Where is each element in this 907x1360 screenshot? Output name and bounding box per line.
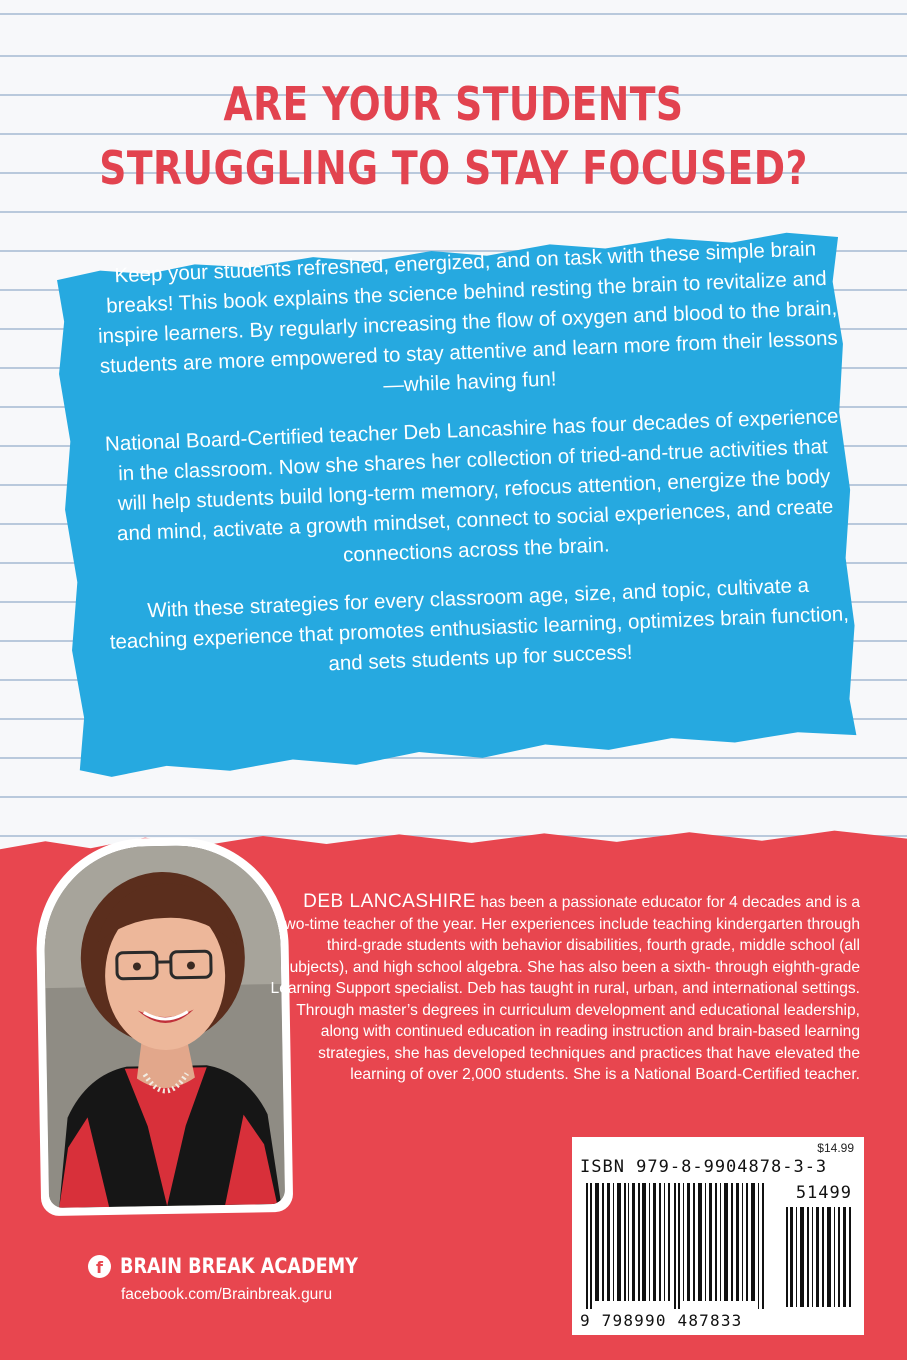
facebook-icon: f xyxy=(88,1255,111,1278)
blurb-text xyxy=(95,234,851,706)
author-name: DEB LANCASHIRE xyxy=(303,891,476,912)
author-portrait-illustration xyxy=(43,844,285,1208)
author-bio-text: has been a passionate educator for 4 decades and is a two-time teacher of the year. Her experiences include teaching kindergarten through third-grade students with behavior disabilities, fourth grade, middle school (all subjects), and high school algebra. She has also been a sixth- through eighth-grade Learning Support specialist. Deb has taught in rural, urban, and international settings. Through master’s degrees in curriculum development and educational leadership, along with continued education in reading instruction and brain-based learning strategies, she has developed techniques and practices that have elevated the learning of over 2,000 students. She is a National Board-Certified teacher. xyxy=(270,894,860,1083)
price-code-label: 51499 xyxy=(795,1183,852,1203)
headline-line-2: STRUGGLING TO STAY FOCUSED? xyxy=(99,141,808,195)
headline-line-1: ARE YOUR STUDENTS xyxy=(223,77,684,131)
blurb-paragraph-1: Keep your students refreshed, energized, and on task with these simple brain breaks! This book explains the science behind resting the brain to revitalize and inspire learners. By regularly increasing the flow of oxygen and blood to the brain, students are more empowered to stay attentive and learn more from their lessons—while having fun! xyxy=(97,237,839,398)
publisher-url[interactable]: facebook.com/Brainbreak.guru xyxy=(121,1286,333,1303)
author-bio xyxy=(270,891,860,1086)
blurb-paragraph-2: National Board-Certified teacher Deb Lancashire has four decades of experience in the classroom. Now she shares her collection of tried-and-true activities that will help students build long-term memory, refocus attention, energize the body and mind, activate a growth mindset, connect to social experiences, and create connections across the brain. xyxy=(104,404,839,567)
author-photo xyxy=(43,844,285,1208)
author-photo-frame xyxy=(35,836,294,1216)
isbn-barcode xyxy=(580,1183,780,1309)
blurb-paragraph-3: With these strategies for every classroom age, size, and topic, cultivate a teaching experience that promotes enthusiastic learning, optimizes brain function, and sets students up for success! xyxy=(109,573,850,676)
barcode-box xyxy=(572,1137,864,1335)
publisher-name: BRAIN BREAK ACADEMY xyxy=(120,1254,358,1278)
price-label: $14.99 xyxy=(817,1141,854,1155)
isbn-label: ISBN 979-8-9904878-3-3 xyxy=(580,1157,828,1177)
barcode-number: 9 798990 487833 xyxy=(580,1311,743,1330)
price-barcode xyxy=(784,1207,856,1307)
headline xyxy=(82,72,826,200)
